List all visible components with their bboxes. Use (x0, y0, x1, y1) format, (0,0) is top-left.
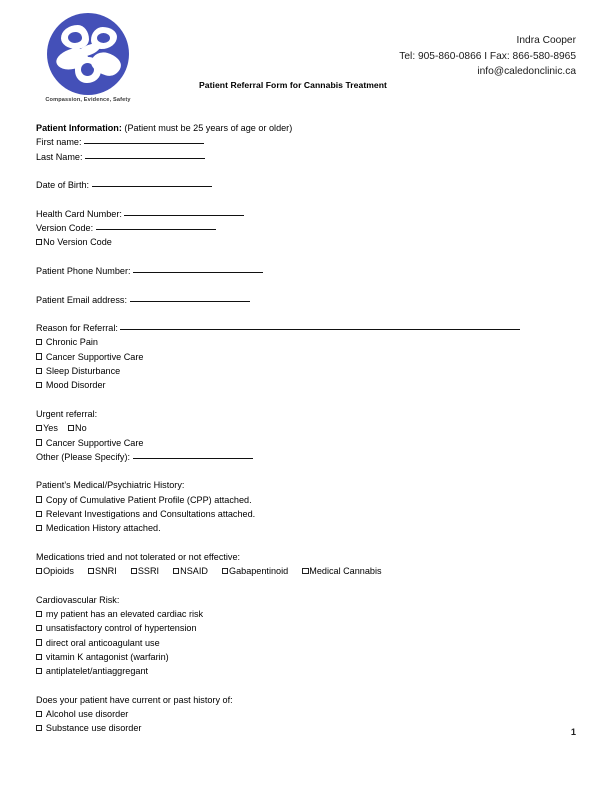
medication-option-snri[interactable] (88, 564, 117, 578)
cancer-supportive-care-label: Cancer Supportive Care (45, 351, 144, 362)
other-specify-input[interactable] (133, 458, 253, 459)
medications-tried-options-row (36, 564, 576, 578)
patient-phone-number-input[interactable] (133, 272, 263, 273)
opioids-checkbox[interactable] (36, 568, 42, 574)
elevated-cardiac-risk-label: my patient has an elevated cardiac risk (45, 609, 204, 620)
ssri-checkbox[interactable] (131, 568, 137, 574)
field-patient-phone-number (36, 264, 576, 278)
urgent-referral-label: Urgent referral: (36, 408, 98, 419)
patient-email-address-input[interactable] (130, 301, 250, 302)
snri-label: SNRI (95, 566, 117, 577)
elevated-cardiac-risk-checkbox[interactable] (36, 611, 42, 617)
other-specify-label: Other (Please Specify): (36, 451, 131, 462)
form-body (36, 121, 576, 736)
field-patient-email-address (36, 293, 576, 307)
substance-use-disorder-checkbox[interactable] (36, 725, 42, 731)
checkbox-substance-use-disorder-row (36, 721, 576, 735)
cpp-attached-label: Copy of Cumulative Patient Profile (CPP) attached. (45, 494, 252, 505)
investigations-attached-label: Relevant Investigations and Consultations attached. (45, 509, 256, 520)
medication-option-nsaid[interactable] (173, 564, 208, 578)
ssri-label: SSRI (137, 566, 160, 577)
checkbox-hypertension-control-row (36, 621, 576, 635)
patient-information-heading (36, 121, 576, 135)
medication-option-gabapentinoid[interactable] (222, 564, 288, 578)
field-first-name (36, 135, 576, 149)
section-reason-for-referral (36, 321, 576, 392)
cardiovascular-risk-label-row (36, 593, 576, 607)
field-health-card-number-label: Health Card Number: (36, 208, 122, 219)
vitamin-k-antagonist-label: vitamin K antagonist (warfarin) (45, 651, 169, 662)
checkbox-antiplatelet-row (36, 664, 576, 678)
checkbox-urgent-cancer-supportive-care-row (36, 436, 576, 450)
antiplatelet-label: antiplatelet/antiaggregant (45, 666, 149, 677)
medication-option-opioids[interactable] (36, 564, 74, 578)
health-card-number-input[interactable] (124, 215, 244, 216)
patient-information-heading-label: Patient Information: (36, 123, 122, 133)
medication-history-attached-checkbox[interactable] (36, 525, 42, 531)
urgent-referral-yes-checkbox[interactable] (36, 425, 42, 431)
clinic-contact-block (399, 33, 576, 80)
page-header (0, 0, 612, 115)
hypertension-control-checkbox[interactable] (36, 625, 42, 631)
cpp-attached-checkbox[interactable] (36, 496, 42, 502)
field-last-name-label: Last Name: (36, 151, 83, 162)
patient-information-heading-note: (Patient must be 25 years of age or older) (121, 123, 293, 133)
urgent-referral-no-checkbox[interactable] (68, 425, 74, 431)
antiplatelet-checkbox[interactable] (36, 668, 42, 674)
contact-phone-fax: Tel: 905-860-0866 I Fax: 866-580-8965 (399, 50, 576, 62)
last-name-input[interactable] (85, 158, 205, 159)
checkbox-alcohol-use-disorder-row (36, 707, 576, 721)
contact-email: info@caledonclinic.ca (477, 66, 576, 77)
field-first-name-label: First name: (36, 137, 82, 148)
alcohol-use-disorder-checkbox[interactable] (36, 711, 42, 717)
first-name-input[interactable] (84, 143, 204, 144)
page-title: Patient Referral Form for Cannabis Treatment (199, 80, 387, 90)
field-date-of-birth-label: Date of Birth: (36, 180, 90, 191)
substance-history-label-row (36, 693, 576, 707)
gabapentinoid-checkbox[interactable] (222, 568, 228, 574)
urgent-referral-yes-label: Yes (43, 423, 58, 434)
mood-disorder-label: Mood Disorder (45, 380, 106, 391)
checkbox-mood-disorder-row (36, 378, 576, 392)
section-urgent-referral (36, 407, 576, 464)
reason-for-referral-label: Reason for Referral: (36, 323, 118, 334)
urgent-referral-no-option[interactable] (68, 421, 87, 435)
section-cardiovascular-risk (36, 593, 576, 679)
field-date-of-birth (36, 178, 576, 192)
medical-cannabis-checkbox[interactable] (302, 568, 308, 574)
checkbox-investigations-attached-row (36, 507, 576, 521)
cancer-supportive-care-checkbox[interactable] (36, 353, 42, 359)
alcohol-use-disorder-label: Alcohol use disorder (45, 709, 129, 720)
contact-name: Indra Cooper (516, 35, 576, 46)
medications-tried-label-row (36, 550, 576, 564)
section-substance-history (36, 693, 576, 736)
page-number: 1 (570, 727, 576, 737)
gabapentinoid-label: Gabapentinoid (229, 566, 289, 577)
chronic-pain-checkbox[interactable] (36, 339, 42, 345)
checkbox-elevated-cardiac-risk-row (36, 607, 576, 621)
checkbox-chronic-pain-row (36, 335, 576, 349)
section-patient-information (36, 121, 576, 307)
anticoagulant-use-checkbox[interactable] (36, 639, 42, 645)
checkbox-cpp-attached-row (36, 493, 576, 507)
date-of-birth-input[interactable] (92, 186, 212, 187)
sleep-disturbance-checkbox[interactable] (36, 368, 42, 374)
version-code-input[interactable] (96, 229, 216, 230)
clinic-circle-logo-icon (47, 13, 129, 95)
checkbox-anticoagulant-use-row (36, 636, 576, 650)
anticoagulant-use-label: direct oral anticoagulant use (45, 637, 160, 648)
investigations-attached-checkbox[interactable] (36, 511, 42, 517)
checkbox-vitamin-k-antagonist-row (36, 650, 576, 664)
checkbox-no-version-code-row (36, 235, 576, 249)
nsaid-label: NSAID (180, 566, 208, 577)
section-medications-tried (36, 550, 576, 579)
reason-for-referral-input[interactable] (120, 329, 520, 330)
urgent-referral-label-row (36, 407, 576, 421)
field-other-specify (36, 450, 576, 464)
field-health-card-number (36, 207, 576, 221)
nsaid-checkbox[interactable] (173, 568, 179, 574)
checkbox-cancer-supportive-care-row (36, 350, 576, 364)
field-last-name (36, 150, 576, 164)
no-version-code-checkbox[interactable] (36, 239, 42, 245)
medication-option-ssri[interactable] (131, 564, 159, 578)
reason-for-referral-row (36, 321, 576, 335)
urgent-referral-yesno-row (36, 421, 576, 435)
chronic-pain-label: Chronic Pain (45, 337, 98, 348)
field-patient-phone-number-label: Patient Phone Number: (36, 265, 131, 276)
substance-use-disorder-label: Substance use disorder (45, 723, 142, 734)
medical-history-label-row (36, 478, 576, 492)
field-patient-email-address-label: Patient Email address: (36, 294, 127, 305)
cardiovascular-risk-label: Cardiovascular Risk: (36, 594, 120, 605)
clinic-logo-tagline: Compassion, Evidence, Safety (45, 97, 131, 103)
clinic-logo-block (40, 13, 136, 103)
checkbox-sleep-disturbance-row (36, 364, 576, 378)
no-version-code-label: No Version Code (43, 237, 112, 248)
substance-history-label: Does your patient have current or past history of: (36, 694, 233, 705)
medications-tried-label: Medications tried and not tolerated or not effective: (36, 551, 241, 562)
urgent-referral-yes-option[interactable] (36, 421, 58, 435)
snri-checkbox[interactable] (88, 568, 94, 574)
urgent-referral-no-label: No (75, 423, 87, 434)
medical-history-label: Patient’s Medical/Psychiatric History: (36, 480, 185, 491)
checkbox-medication-history-attached-row (36, 521, 576, 535)
section-medical-history (36, 478, 576, 535)
medication-history-attached-label: Medication History attached. (45, 523, 161, 534)
field-version-code-label: Version Code: (36, 223, 94, 234)
medication-option-medical-cannabis[interactable] (302, 564, 381, 578)
sleep-disturbance-label: Sleep Disturbance (45, 366, 121, 377)
field-version-code (36, 221, 576, 235)
opioids-label: Opioids (43, 566, 74, 577)
hypertension-control-label: unsatisfactory control of hypertension (45, 623, 197, 634)
mood-disorder-checkbox[interactable] (36, 382, 42, 388)
urgent-cancer-supportive-care-checkbox[interactable] (36, 439, 42, 445)
medical-cannabis-label: Medical Cannabis (309, 566, 382, 577)
urgent-cancer-supportive-care-label: Cancer Supportive Care (45, 437, 144, 448)
vitamin-k-antagonist-checkbox[interactable] (36, 654, 42, 660)
